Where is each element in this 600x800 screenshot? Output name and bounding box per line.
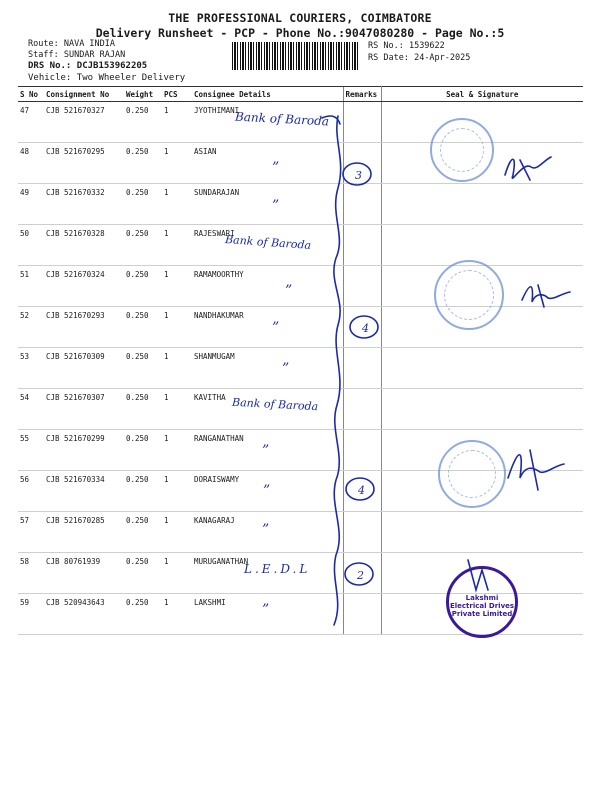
pcs-cell: 1 (162, 307, 192, 348)
ditto-mark: ” (263, 483, 271, 499)
col-remarks: Remarks (343, 87, 381, 102)
route-value: NAVA INDIA (63, 39, 116, 49)
handwritten-remark: Bank of Baroda (231, 395, 319, 414)
pcs-cell: 1 (162, 102, 192, 143)
circled-count: 2 (357, 569, 364, 582)
vehicle-label: Vehicle: (28, 73, 72, 83)
pcs-cell: 1 (162, 594, 192, 635)
vehicle-value: Two Wheeler Delivery (76, 73, 186, 83)
consignment-cell: CJB 521670295 (44, 143, 124, 184)
weight-cell: 0.250 (124, 594, 162, 635)
bank-seal-stamp (438, 440, 506, 508)
drs-value: DCJB153962205 (76, 61, 148, 71)
ditto-mark: ” (272, 198, 280, 214)
company-seal-stamp (446, 566, 518, 638)
consignment-cell: CJB 521670299 (44, 430, 124, 471)
runsheet-title: Delivery Runsheet - PCP - Phone No.:9047080280 - Page No.:5 (95, 26, 505, 40)
pcs-cell: 1 (162, 143, 192, 184)
col-consignment: Consignment No (44, 87, 124, 102)
weight-cell: 0.250 (124, 512, 162, 553)
consignee-cell: MURUGANATHAN (192, 553, 343, 594)
sno-cell: 56 (18, 471, 44, 512)
ditto-mark: ” (285, 283, 293, 299)
ditto-mark: ” (272, 320, 280, 336)
pcs-cell: 1 (162, 225, 192, 266)
weight-cell: 0.250 (124, 430, 162, 471)
sno-cell: 51 (18, 266, 44, 307)
consignee-cell: JYOTHIMANI (192, 102, 343, 143)
pcs-cell: 1 (162, 389, 192, 430)
rs-date-label: RS Date: (368, 53, 409, 63)
circled-count: 4 (362, 322, 369, 335)
pcs-cell: 1 (162, 512, 192, 553)
consignee-cell: NANDHAKUMAR (192, 307, 343, 348)
staff-label: Staff: (28, 50, 59, 60)
pcs-cell: 1 (162, 184, 192, 225)
consignment-cell: CJB 521670327 (44, 102, 124, 143)
sno-cell: 50 (18, 225, 44, 266)
consignee-cell: RAJESWARI (192, 225, 343, 266)
circle-mark (343, 163, 371, 185)
weight-cell: 0.250 (124, 389, 162, 430)
consignment-cell: CJB 521670293 (44, 307, 124, 348)
consignment-cell: CJB 521670307 (44, 389, 124, 430)
weight-cell: 0.250 (124, 184, 162, 225)
circle-mark (350, 316, 378, 338)
rs-date-value: 24-Apr-2025 (414, 53, 471, 63)
consignee-cell: LAKSHMI (192, 594, 343, 635)
weight-cell: 0.250 (124, 553, 162, 594)
weight-cell: 0.250 (124, 102, 162, 143)
consignee-cell: KAVITHA (192, 389, 343, 430)
consignee-cell: ASIAN (192, 143, 343, 184)
rs-no-value: 1539622 (408, 41, 445, 51)
staff-value: SUNDAR RAJAN (63, 50, 126, 60)
bracket-line (334, 116, 341, 625)
seal-text: Lakshmi Electrical Drives Private Limited (449, 594, 515, 619)
consignment-cell: CJB 521670324 (44, 266, 124, 307)
sno-cell: 58 (18, 553, 44, 594)
consignment-cell: CJB 521670285 (44, 512, 124, 553)
handwritten-remark: Bank of Baroda (224, 233, 312, 252)
consignment-cell: CJB 520943643 (44, 594, 124, 635)
circled-count: 4 (358, 484, 365, 497)
col-seal: Seal & Signature (381, 87, 583, 102)
handwritten-remark: L.E.D.L (244, 562, 311, 576)
weight-cell: 0.250 (124, 225, 162, 266)
circle-mark (345, 563, 373, 585)
pcs-cell: 1 (162, 471, 192, 512)
col-pcs: PCS (162, 87, 192, 102)
consignee-cell: KANAGARAJ (192, 512, 343, 553)
ditto-mark: ” (262, 602, 270, 618)
col-consignee: Consignee Details (192, 87, 343, 102)
drs-label: DRS No.: (28, 61, 72, 71)
weight-cell: 0.250 (124, 348, 162, 389)
pcs-cell: 1 (162, 266, 192, 307)
weight-cell: 0.250 (124, 471, 162, 512)
weight-cell: 0.250 (124, 307, 162, 348)
rs-no-label: RS No.: (368, 41, 404, 51)
weight-cell: 0.250 (124, 143, 162, 184)
company-title: THE PROFESSIONAL COURIERS, COIMBATORE (168, 11, 432, 25)
circle-mark (346, 478, 374, 500)
pcs-cell: 1 (162, 430, 192, 471)
sno-cell: 47 (18, 102, 44, 143)
consignment-cell: CJB 521670309 (44, 348, 124, 389)
sno-cell: 48 (18, 143, 44, 184)
sno-cell: 55 (18, 430, 44, 471)
col-weight: Weight (124, 87, 162, 102)
consignee-cell: SHANMUGAM (192, 348, 343, 389)
sno-cell: 53 (18, 348, 44, 389)
signature (508, 450, 564, 490)
sno-cell: 52 (18, 307, 44, 348)
handwritten-remark: Bank of Baroda (234, 109, 330, 129)
ditto-mark: ” (262, 522, 270, 538)
consignee-cell: SUNDARAJAN (192, 184, 343, 225)
sno-cell: 59 (18, 594, 44, 635)
col-sno: S No (18, 87, 44, 102)
consignment-cell: CJB 80761939 (44, 553, 124, 594)
consignment-cell: CJB 521670328 (44, 225, 124, 266)
consignee-cell: RANGANATHAN (192, 430, 343, 471)
sno-cell: 54 (18, 389, 44, 430)
ditto-mark: ” (262, 443, 270, 459)
consignee-cell: RAMAMOORTHY (192, 266, 343, 307)
pcs-cell: 1 (162, 348, 192, 389)
bank-seal-stamp (434, 260, 504, 330)
ditto-mark: ” (272, 160, 280, 176)
consignment-cell: CJB 521670332 (44, 184, 124, 225)
bank-seal-stamp (430, 118, 494, 182)
signature (522, 285, 570, 307)
signature (505, 157, 551, 180)
consignee-cell: DORAISWAMY (192, 471, 343, 512)
consignment-cell: CJB 521670334 (44, 471, 124, 512)
route-label: Route: (28, 39, 59, 49)
circled-count: 3 (355, 169, 362, 182)
weight-cell: 0.250 (124, 266, 162, 307)
sno-cell: 57 (18, 512, 44, 553)
ditto-mark: ” (282, 361, 290, 377)
pcs-cell: 1 (162, 553, 192, 594)
sno-cell: 49 (18, 184, 44, 225)
